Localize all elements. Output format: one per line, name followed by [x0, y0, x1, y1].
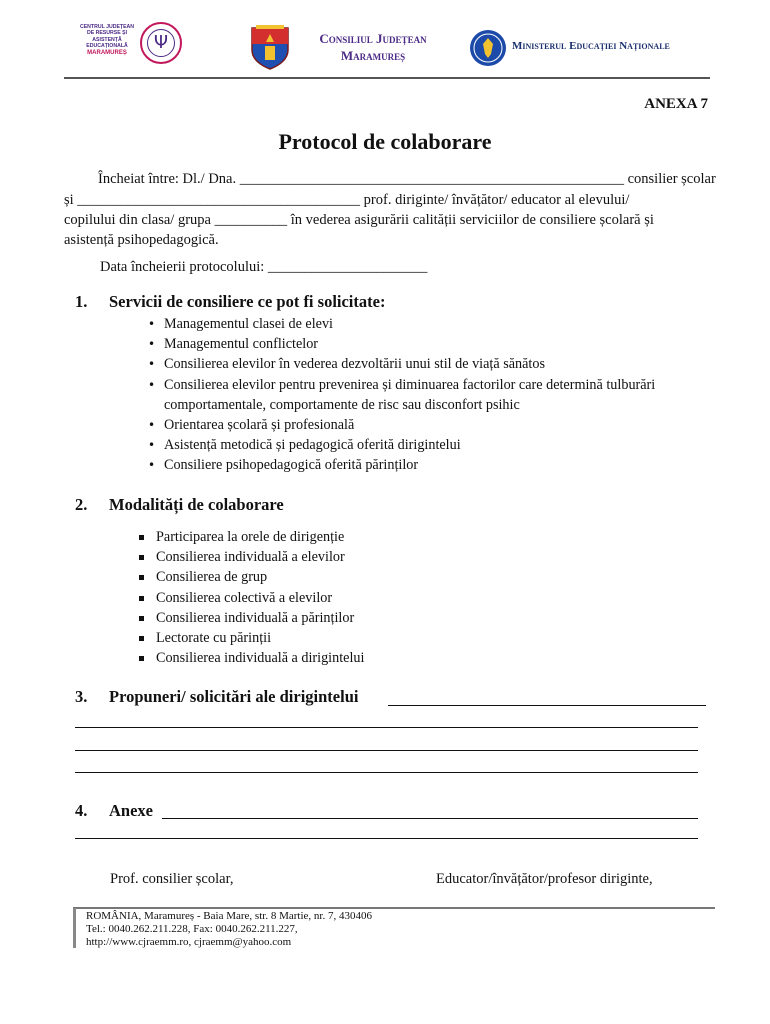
page-title: Protocol de colaborare [278, 129, 492, 154]
footer-line: ROMÂNIA, Maramureș - Baia Mare, str. 8 Martie, nr. 7, 430406 [86, 910, 372, 922]
list-item [140, 567, 640, 587]
intro-line: Încheiat între: Dl./ Dna. _____________________________________________________ consilier școlar [98, 171, 716, 187]
list-item-text: Participarea la orele de dirigenție [156, 529, 345, 545]
list-item [140, 547, 640, 567]
footer-divider [73, 907, 715, 909]
annex-label: ANEXA 7 [644, 96, 708, 112]
list-item-text: Consilierea colectivă a elevilor [156, 589, 333, 606]
list-item-text: Consilierea elevilor pentru prevenirea și diminuarea factorilor care determină tulburări [164, 376, 656, 393]
psi-emblem-icon: Ψ [140, 22, 182, 64]
blank-line [75, 750, 698, 751]
list-item-text: Managementul conflictelor [164, 336, 319, 353]
ministry-name: Ministerul Educației Naționale [512, 40, 670, 52]
cjrae-logo [76, 22, 190, 66]
blank-line [388, 705, 706, 706]
cjrae-line: EDUCAȚIONALĂ [86, 43, 128, 50]
section-title: Propuneri/ solicitări ale dirigintelui [109, 687, 359, 706]
list-item-text: comportamentale, comportamente de risc sau disconfort psihic [164, 396, 520, 413]
header-divider [64, 77, 710, 79]
section-number: 4. [75, 801, 88, 820]
footer-line: http://www.cjraemm.ro, cjraemm@yahoo.com [86, 936, 292, 948]
footer-address [86, 910, 372, 949]
list-item [140, 527, 640, 547]
cjrae-line: DE RESURSE ȘI [86, 30, 128, 37]
list-item [148, 314, 708, 334]
list-item [140, 628, 640, 648]
footer-bar [73, 908, 76, 948]
list-item-text: Consilierea individuală a elevilor [156, 549, 345, 566]
cjrae-line: CENTRUL JUDEȚEAN [79, 24, 135, 30]
cjrae-line: ASISTENȚĂ [92, 36, 122, 43]
section-number: 1. [75, 292, 88, 311]
list-item [140, 608, 640, 628]
section-title: Servicii de consiliere ce pot fi solicitate: [109, 292, 386, 311]
date-line: Data încheierii protocolului: ______________________ [100, 259, 428, 275]
section-title: Anexe [109, 801, 153, 820]
council-name [298, 30, 448, 64]
section-number: 3. [75, 687, 88, 706]
council-line: Consiliul Județean [319, 31, 427, 46]
footer-line: Tel.: 0040.262.211.228, Fax: 0040.262.211.227, [86, 923, 298, 935]
list-item [148, 354, 708, 374]
blank-line [75, 772, 698, 773]
list-item [148, 334, 708, 354]
list-item [148, 455, 708, 475]
blank-line [162, 818, 698, 819]
list-item-text: Consilierea elevilor în vederea dezvoltării unui stil de viață sănătos [164, 356, 545, 373]
section-title: Modalități de colaborare [109, 495, 284, 514]
list-item-text: Consiliere psihopedagogică oferită părinților [164, 457, 419, 474]
list-item-text: Consilierea individuală a dirigintelui [156, 650, 365, 667]
list-item [140, 588, 640, 608]
list-item [148, 415, 708, 435]
list-item-text: Orientarea școlară și profesională [164, 417, 355, 434]
list-item-text: Asistență metodică și pedagogică oferită dirigintelui [164, 437, 461, 454]
collaboration-list [140, 527, 640, 668]
signature-counselor: Prof. consilier școlar, [110, 871, 234, 887]
intro-line: asistență psihopedagogică. [64, 232, 219, 248]
list-item [148, 375, 708, 415]
list-item-text: Consilierea de grup [156, 569, 268, 586]
cjrae-city: MARAMUREȘ [87, 49, 127, 56]
blank-line [75, 838, 698, 839]
section-number: 2. [75, 495, 88, 514]
list-item [148, 435, 708, 455]
list-item-text: Lectorate cu părinții [156, 630, 272, 647]
council-line: Maramureș [340, 48, 406, 63]
list-item-text: Managementul clasei de elevi [164, 316, 333, 332]
list-item-text: Consilierea individuală a părinților [156, 609, 355, 626]
intro-line: și _______________________________________ prof. diriginte/ învățător/ educator al elevului/ [64, 192, 630, 208]
blank-line [75, 727, 698, 728]
signature-teacher: Educator/învățător/profesor diriginte, [436, 871, 653, 887]
ministry-seal-icon [470, 30, 506, 66]
cjrae-logo-text [76, 24, 138, 56]
intro-line: copilului din clasa/ grupa __________ în vederea asigurării calității serviciilor de consiliere școlară și [64, 212, 654, 228]
services-list [148, 314, 708, 476]
list-item [140, 648, 640, 668]
county-crest-icon [248, 24, 292, 70]
